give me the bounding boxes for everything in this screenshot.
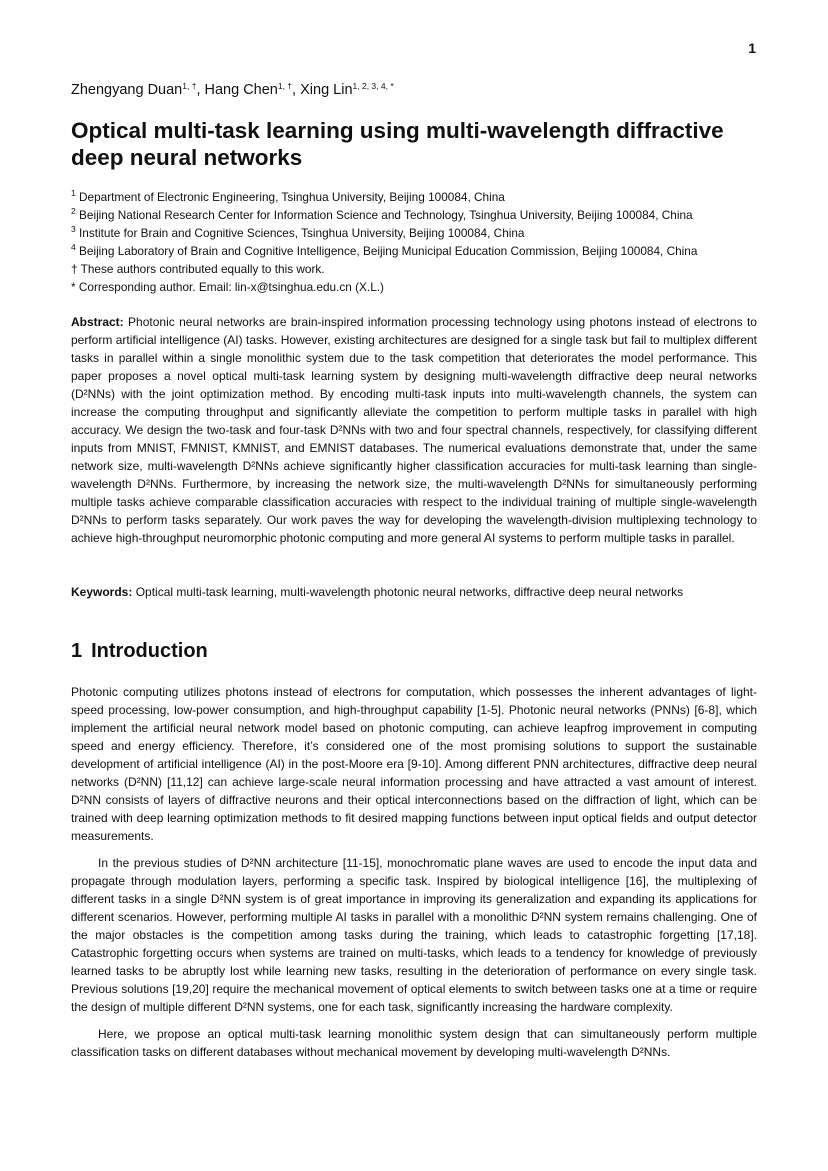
- affiliation-text: Department of Electronic Engineering, Tsinghua University, Beijing 100084, China: [79, 190, 505, 204]
- author-name: Zhengyang Duan: [71, 82, 183, 98]
- author: [71, 82, 196, 98]
- affiliation-mark: 2: [71, 206, 76, 216]
- abstract-label: Abstract:: [71, 315, 124, 329]
- abstract-text: Photonic neural networks are brain-inspired information processing technology using photons instead of electrons to perform artificial intelligence (AI) tasks. However, existing architectures are designed for a single task but fail to multiplex different tasks in parallel within a single monolithic system due to the task competition that deteriorates the model performance. This paper proposes a novel optical multi-task learning system by designing multi-wavelength diffractive deep neural networks (D²NNs) with the joint optimization method. By encoding multi-task inputs into multi-wavelength channels, the system can increase the computing throughput and significantly alleviate the competition to perform multiple tasks in parallel with high accuracy. We design the two-task and four-task D²NNs with two and four spectral channels, respectively, for classifying different inputs from MNIST, FMNIST, KMNIST, and EMNIST databases. The numerical evaluations demonstrate that, under the same network size, multi-wavelength D²NNs achieve significantly higher classification accuracies for multi-task learning than single-wavelength D²NNs. Furthermore, by increasing the network size, the multi-wavelength D²NNs for simultaneously performing multiple tasks achieve comparable classification accuracies with respect to the individual training of multiple single-wavelength D²NNs to perform tasks separately. Our work paves the way for developing the wavelength-division multiplexing technology to achieve high-throughput neuromorphic photonic computing and more general AI systems to perform multiple tasks in parallel.: [71, 315, 757, 546]
- paragraph: Photonic computing utilizes photons instead of electrons for computation, which possesses the inherent advantages of light-speed processing, low-power consumption, and high-throughput capability [1-5]. Photonic neural networks (PNNs) [6-8], which implement the artificial neural network model based on photonic computing, can achieve leapfrog improvement in computing speed and energy efficiency. Therefore, it’s considered one of the most promising solutions to support the sustainable development of artificial intelligence (AI) in the post-Moore era [9-10]. Among different PNN architectures, diffractive deep neural networks (D²NN) [11,12] can achieve large-scale neural information processing and have attracted a vast amount of interest. D²NN consists of layers of diffractive neurons and their optical interconnections based on the diffraction of light, which can be trained with deep learning optimization methods to fit desired mapping functions between input optical fields and output detector measurements.: [71, 685, 757, 844]
- affiliation: [71, 224, 761, 242]
- author-list: Zhengyang Duan$^{1, \dagger}$, Hang Chen$^{1, \dagger}$, Xing Lin$^{1, 2, 3, 4, *}$: [71, 81, 394, 98]
- affiliation-text: Beijing National Research Center for Information Science and Technology, Tsinghua University, Beijing 100084, China: [79, 208, 693, 222]
- author-marks: 1, †: [182, 81, 197, 91]
- affiliation-text: Institute for Brain and Cognitive Sciences, Tsinghua University, Beijing 100084, China: [79, 226, 525, 240]
- section-number: 1: [71, 640, 83, 662]
- affiliation: [71, 188, 761, 206]
- page-number: 1: [748, 40, 756, 56]
- affiliation-mark: 3: [71, 224, 76, 234]
- author-marks: 1, 2, 3, 4, *: [352, 81, 394, 91]
- affiliation-mark: 4: [71, 242, 76, 252]
- author-marks: 1, †: [277, 81, 293, 91]
- corresponding-author-note: * Corresponding author. Email: lin-x@tsinghua.edu.cn (X.L.): [71, 280, 384, 294]
- keywords-text: Optical multi-task learning, multi-wavelength photonic neural networks, diffractive deep neural networks: [135, 585, 684, 599]
- author: [205, 82, 293, 98]
- paragraph: In the previous studies of D²NN architecture [11-15], monochromatic plane waves are used to encode the input data and propagate through modulation layers, performing a specific task. Inspired by biological intelligence [16], the multiplexing of different tasks in a single D²NN system is of great importance in improving its generalization and expanding its applications for different scenarios. However, performing multiple AI tasks in parallel with a monolithic D²NN system remains challenging. One of the major obstacles is the competition among tasks during the training, which leads to catastrophic forgetting [17,18]. Catastrophic forgetting occurs when systems are trained on multi-tasks, which leads to a tendency for knowledge of previously learned tasks to be abruptly lost while learning new tasks, resulting in the deterioration of performance on every single task. Previous solutions [19,20] require the mechanical movement of optical elements to switch between tasks one at a time or require the design of multiple different D²NN systems, one for each task, significantly increasing the hardware complexity.: [71, 856, 757, 1015]
- affiliation-text: Beijing Laboratory of Brain and Cognitive Intelligence, Beijing Municipal Education Commission, Beijing 100084, China: [79, 244, 698, 258]
- equal-contribution-note: † These authors contributed equally to this work.: [71, 262, 325, 276]
- keywords: [71, 583, 757, 601]
- abstract: [71, 313, 757, 547]
- author-name: Hang Chen: [204, 82, 278, 98]
- section-heading: [71, 638, 208, 664]
- paper-title: Optical multi-task learning using multi-wavelength diffractive deep neural networks: [71, 118, 724, 170]
- section-body: [71, 683, 757, 1070]
- keywords-label: Keywords:: [71, 585, 133, 599]
- affiliation-list: [71, 188, 761, 296]
- paragraph: Here, we propose an optical multi-task learning monolithic system design that can simultaneously perform multiple classification tasks on different databases without mechanical movement by developing multi-wavelength D²NNs.: [71, 1027, 757, 1060]
- affiliation: [71, 242, 761, 260]
- affiliation-mark: 1: [71, 188, 76, 198]
- affiliation: [71, 206, 761, 224]
- author-name: Xing Lin: [300, 82, 353, 98]
- author: [300, 82, 394, 98]
- section-title: Introduction: [91, 640, 208, 662]
